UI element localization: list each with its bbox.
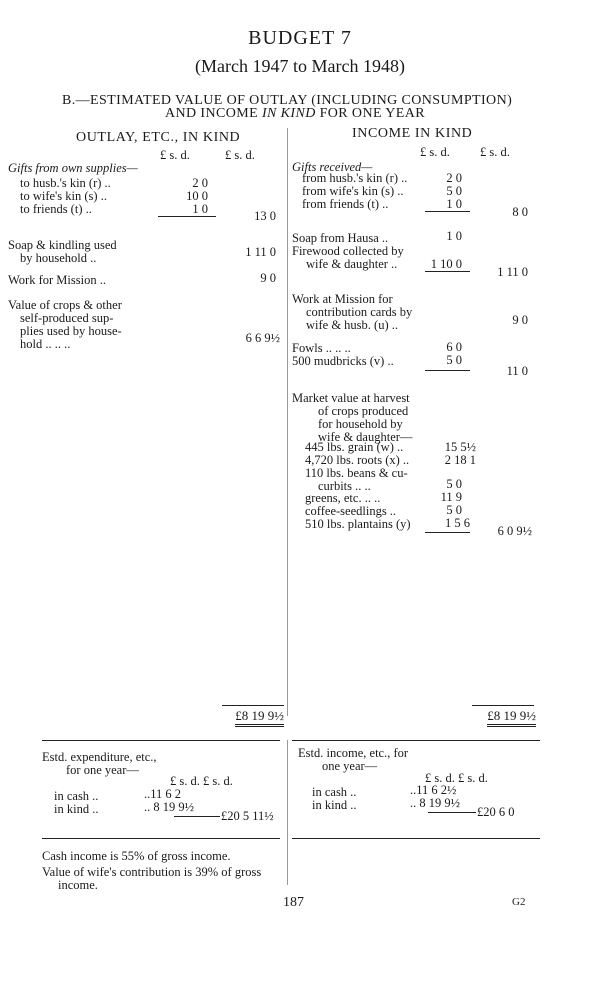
outlay-units-b: £ s. d.: [225, 148, 255, 162]
income-firewood-label: Firewood collected by: [292, 244, 404, 258]
subtotal-rule: [425, 271, 470, 272]
income-market-label: wife & daughter—: [318, 430, 413, 444]
outlay-gift-amount: 10 0: [186, 189, 208, 203]
outlay-soap-label: by household ..: [20, 251, 97, 265]
income-fowls-amount: 6 0: [446, 340, 462, 354]
income-gifts-heading: Gifts received—: [292, 160, 373, 174]
income-crop-label: greens, etc. .. ..: [305, 491, 381, 505]
income-crop-amount: 2 18 1: [444, 453, 476, 467]
income-grand-total: £8 19 9½: [464, 708, 536, 724]
income-crop-label: 445 lbs. grain (w) ..: [305, 440, 404, 454]
outlay-gift-amount: 1 0: [192, 202, 208, 216]
budget-title: BUDGET 7: [248, 27, 352, 49]
note-wife-contribution-cont: income.: [58, 878, 98, 892]
income-crop-amount: 5 0: [446, 503, 462, 517]
income-crop-label: 4,720 lbs. roots (x) ..: [305, 453, 410, 467]
income-firewood-amount: 1 10 0: [430, 257, 462, 271]
outlay-grand-total: £8 19 9½: [214, 708, 284, 724]
income-soap-amount: 1 0: [446, 229, 462, 243]
income-mission-label: Work at Mission for: [292, 292, 393, 306]
notes-rule: [292, 838, 540, 839]
income-heading: INCOME IN KIND: [352, 126, 473, 141]
notes-rule: [42, 838, 280, 839]
signature-mark: G2: [512, 896, 526, 908]
summary-income-total: £20 6 0: [477, 805, 515, 819]
income-crop-label: coffee-seedlings ..: [305, 504, 397, 518]
outlay-gift-label: to friends (t) ..: [20, 202, 92, 216]
outlay-crops-label: Value of crops & other: [8, 298, 122, 312]
income-mission-label: contribution cards by: [306, 305, 413, 319]
note-cash-income: Cash income is 55% of gross income.: [42, 849, 231, 863]
summary-divider: [287, 740, 288, 885]
summary-expenditure-kind-label: in kind ..: [54, 802, 99, 816]
income-crop-amount: 11 9: [440, 490, 462, 504]
income-crop-label: 510 lbs. plantains (y): [305, 517, 411, 531]
note-wife-contribution: Value of wife's contribution is 39% of gross: [42, 865, 262, 879]
income-crop-amount: 15 5½: [444, 440, 476, 454]
income-market-label: for household by: [318, 417, 403, 431]
outlay-mission-total: 9 0: [260, 271, 276, 285]
income-gift-label: from husb.'s kin (r) ..: [302, 171, 408, 185]
outlay-soap-label: Soap & kindling used: [8, 238, 117, 252]
outlay-gift-label: to husb.'s kin (r) ..: [20, 176, 111, 190]
income-market-total: 6 0 9½: [497, 524, 532, 538]
summary-income-kind-amount: .. 8 19 9½: [410, 796, 460, 810]
total-rule: [472, 705, 534, 706]
outlay-gifts-heading: Gifts from own supplies—: [8, 161, 138, 175]
income-gift-amount: 1 0: [446, 197, 462, 211]
outlay-gift-amount: 2 0: [192, 176, 208, 190]
summary-income-label: one year—: [322, 759, 378, 773]
income-crop-label: curbits .. ..: [318, 479, 371, 493]
income-fowlsmud-total: 11 0: [506, 364, 528, 378]
income-gift-label: from friends (t) ..: [302, 197, 389, 211]
outlay-soap-total: 1 11 0: [245, 245, 276, 259]
column-divider: [287, 128, 288, 716]
subtotal-rule: [158, 216, 216, 217]
income-gift-amount: 5 0: [446, 184, 462, 198]
summary-expenditure-label: Estd. expenditure, etc.,: [42, 750, 157, 764]
total-rule: [222, 705, 284, 706]
outlay-mission-label: Work for Mission ..: [8, 273, 106, 287]
summary-income-kind-label: in kind ..: [312, 798, 357, 812]
income-mission-total: 9 0: [512, 313, 528, 327]
income-firewood-label: wife & daughter ..: [306, 257, 398, 271]
outlay-crops-label: self-produced sup-: [20, 311, 114, 325]
summary-rule: [42, 740, 280, 741]
subtotal-rule: [425, 532, 470, 533]
subtotal-rule: [425, 211, 470, 212]
income-soapfire-total: 1 11 0: [497, 265, 528, 279]
outlay-gift-label: to wife's kin (s) ..: [20, 189, 107, 203]
income-crop-label: 110 lbs. beans & cu-: [305, 466, 408, 480]
outlay-units-a: £ s. d.: [160, 148, 190, 162]
income-gift-label: from wife's kin (s) ..: [302, 184, 404, 198]
summary-expenditure-total: £20 5 11½: [221, 809, 274, 823]
subtotal-rule: [425, 370, 470, 371]
income-mudbricks-amount: 5 0: [446, 353, 462, 367]
summary-rule: [292, 740, 540, 741]
summary-expenditure-cash-label: in cash ..: [54, 789, 99, 803]
income-crop-amount: 1 5 6: [445, 516, 470, 530]
income-mudbricks-label: 500 mudbricks (v) ..: [292, 354, 394, 368]
section-heading-line1: B.—ESTIMATED VALUE OF OUTLAY (INCLUDING CONSUMPTION): [62, 93, 513, 108]
summary-income-cash-label: in cash ..: [312, 785, 357, 799]
summary-expenditure-cash-amount: ..11 6 2: [144, 787, 182, 801]
summary-income-units: £ s. d. £ s. d.: [425, 771, 488, 785]
summary-expenditure-kind-amount: .. 8 19 9½: [144, 800, 194, 814]
income-units-b: £ s. d.: [480, 145, 510, 159]
outlay-crops-label: hold .. .. ..: [20, 337, 71, 351]
income-units-a: £ s. d.: [420, 145, 450, 159]
outlay-crops-label: plies used by house-: [20, 324, 122, 338]
income-market-label: of crops produced: [318, 404, 409, 418]
summary-income-cash-amount: ..11 6 2½: [410, 783, 457, 797]
summary-expenditure-label: for one year—: [66, 763, 139, 777]
income-gifts-total: 8 0: [512, 205, 528, 219]
summary-expenditure-units: £ s. d. £ s. d.: [170, 774, 233, 788]
section-heading-line2: AND INCOME IN KIND FOR ONE YEAR: [165, 106, 426, 121]
income-gift-amount: 2 0: [446, 171, 462, 185]
page-number: 187: [283, 895, 304, 910]
summary-income-label: Estd. income, etc., for: [298, 746, 409, 760]
income-crop-amount: 5 0: [446, 477, 462, 491]
summary-subtotal-rule: [174, 816, 220, 817]
outlay-crops-total: 6 6 9½: [245, 331, 280, 345]
income-soap-label: Soap from Hausa ..: [292, 231, 389, 245]
outlay-heading: OUTLAY, ETC., IN KIND: [76, 130, 241, 145]
outlay-gifts-total: 13 0: [254, 209, 276, 223]
income-mission-label: wife & husb. (u) ..: [306, 318, 398, 332]
summary-subtotal-rule: [428, 812, 476, 813]
budget-period: (March 1947 to March 1948): [195, 56, 405, 76]
income-market-label: Market value at harvest: [292, 391, 410, 405]
income-fowls-label: Fowls .. .. ..: [292, 341, 351, 355]
